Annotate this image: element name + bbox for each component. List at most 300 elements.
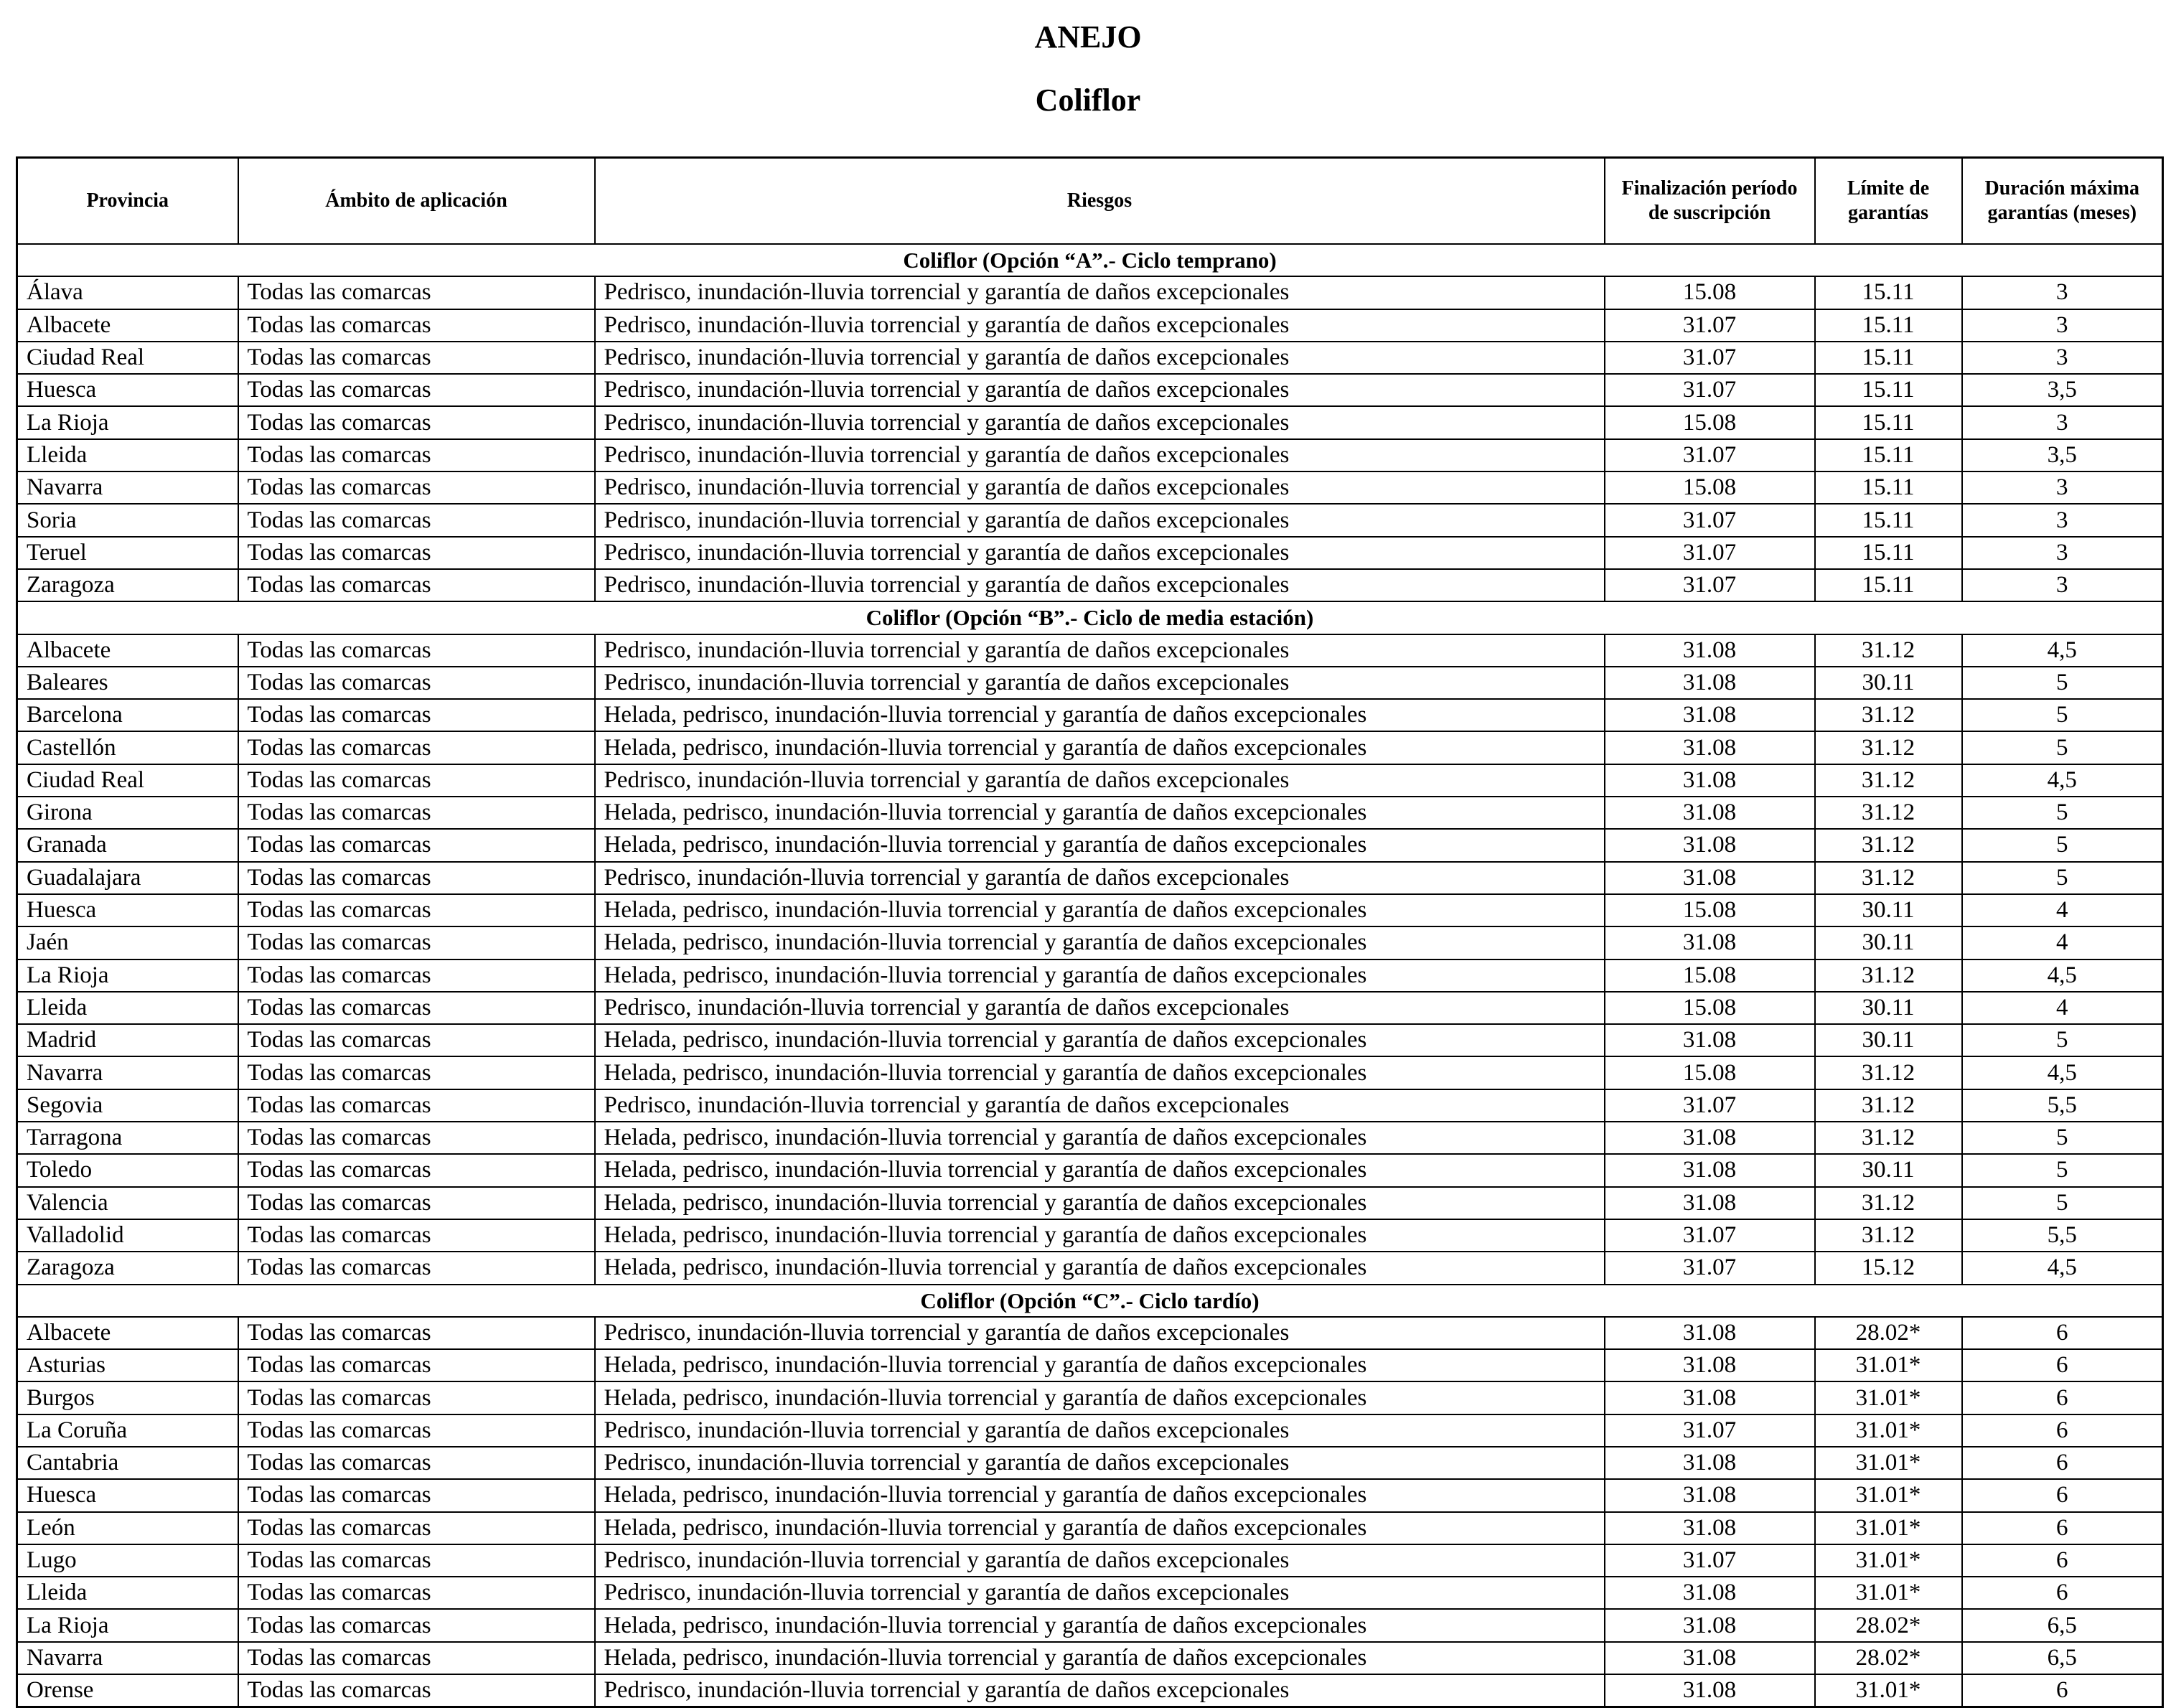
cell-provincia: Zaragoza [17, 1252, 238, 1284]
cell-riesgos: Pedrisco, inundación-lluvia torrencial y garantía de daños excepcionales [595, 1577, 1605, 1609]
cell-riesgos: Pedrisco, inundación-lluvia torrencial y garantía de daños excepcionales [595, 439, 1605, 471]
cell-ambito: Todas las comarcas [238, 439, 595, 471]
cell-limite: 15.11 [1815, 537, 1962, 569]
cell-duracion: 3 [1962, 276, 2163, 309]
cell-ambito: Todas las comarcas [238, 1317, 595, 1349]
cell-duracion: 5,5 [1962, 1089, 2163, 1122]
table-header-row [17, 158, 2163, 245]
cell-riesgos: Pedrisco, inundación-lluvia torrencial y garantía de daños excepcionales [595, 276, 1605, 309]
cell-provincia: Guadalajara [17, 862, 238, 894]
table-row [17, 1544, 2163, 1577]
table-row [17, 992, 2163, 1024]
table-row [17, 374, 2163, 406]
cell-ambito: Todas las comarcas [238, 1642, 595, 1674]
table-row [17, 1252, 2163, 1284]
cell-riesgos: Helada, pedrisco, inundación-lluvia torrencial y garantía de daños excepcionales [595, 959, 1605, 992]
cell-riesgos: Helada, pedrisco, inundación-lluvia torrencial y garantía de daños excepcionales [595, 1609, 1605, 1641]
cell-limite: 31.01* [1815, 1414, 1962, 1447]
cell-provincia: Ciudad Real [17, 764, 238, 797]
table-row [17, 504, 2163, 536]
cell-riesgos: Pedrisco, inundación-lluvia torrencial y garantía de daños excepcionales [595, 992, 1605, 1024]
cell-ambito: Todas las comarcas [238, 1187, 595, 1219]
cell-provincia: Madrid [17, 1024, 238, 1056]
table-row [17, 406, 2163, 438]
cell-duracion: 6 [1962, 1447, 2163, 1479]
table-row [17, 959, 2163, 992]
cell-riesgos: Helada, pedrisco, inundación-lluvia torrencial y garantía de daños excepcionales [595, 829, 1605, 861]
cell-finalizacion: 31.08 [1605, 1024, 1815, 1056]
table-row [17, 862, 2163, 894]
cell-ambito: Todas las comarcas [238, 959, 595, 992]
cell-finalizacion: 31.08 [1605, 1349, 1815, 1381]
cell-riesgos: Helada, pedrisco, inundación-lluvia torrencial y garantía de daños excepcionales [595, 699, 1605, 731]
cell-provincia: Segovia [17, 1089, 238, 1122]
cell-ambito: Todas las comarcas [238, 797, 595, 829]
cell-riesgos: Pedrisco, inundación-lluvia torrencial y garantía de daños excepcionales [595, 1414, 1605, 1447]
cell-provincia: Castellón [17, 731, 238, 764]
cell-finalizacion: 31.08 [1605, 1479, 1815, 1511]
table-row [17, 797, 2163, 829]
cell-finalizacion: 31.08 [1605, 1154, 1815, 1186]
cell-provincia: Ciudad Real [17, 342, 238, 374]
cell-ambito: Todas las comarcas [238, 342, 595, 374]
cell-duracion: 6,5 [1962, 1609, 2163, 1641]
cell-riesgos: Helada, pedrisco, inundación-lluvia torrencial y garantía de daños excepcionales [595, 1187, 1605, 1219]
cell-duracion: 5,5 [1962, 1219, 2163, 1252]
table-row [17, 569, 2163, 601]
column-header-riesgos: Riesgos [595, 158, 1605, 245]
cell-riesgos: Helada, pedrisco, inundación-lluvia torrencial y garantía de daños excepcionales [595, 894, 1605, 926]
cell-limite: 31.01* [1815, 1512, 1962, 1544]
cell-finalizacion: 15.08 [1605, 894, 1815, 926]
cell-finalizacion: 31.08 [1605, 926, 1815, 959]
cell-duracion: 6 [1962, 1577, 2163, 1609]
cell-limite: 30.11 [1815, 667, 1962, 699]
cell-finalizacion: 31.08 [1605, 764, 1815, 797]
cell-finalizacion: 31.07 [1605, 1544, 1815, 1577]
table-row [17, 731, 2163, 764]
cell-ambito: Todas las comarcas [238, 406, 595, 438]
cell-ambito: Todas las comarcas [238, 1056, 595, 1089]
cell-ambito: Todas las comarcas [238, 1154, 595, 1186]
cell-riesgos: Helada, pedrisco, inundación-lluvia torrencial y garantía de daños excepcionales [595, 1024, 1605, 1056]
table-row [17, 699, 2163, 731]
cell-riesgos: Helada, pedrisco, inundación-lluvia torrencial y garantía de daños excepcionales [595, 1479, 1605, 1511]
cell-duracion: 6 [1962, 1674, 2163, 1707]
cell-limite: 15.11 [1815, 439, 1962, 471]
cell-duracion: 3,5 [1962, 374, 2163, 406]
cell-ambito: Todas las comarcas [238, 926, 595, 959]
cell-provincia: La Rioja [17, 1609, 238, 1641]
cell-riesgos: Pedrisco, inundación-lluvia torrencial y garantía de daños excepcionales [595, 471, 1605, 504]
table-row [17, 537, 2163, 569]
cell-duracion: 4,5 [1962, 1056, 2163, 1089]
cell-finalizacion: 31.07 [1605, 1219, 1815, 1252]
cell-duracion: 5 [1962, 862, 2163, 894]
cell-duracion: 3,5 [1962, 439, 2163, 471]
cell-limite: 30.11 [1815, 1154, 1962, 1186]
cell-ambito: Todas las comarcas [238, 1609, 595, 1641]
cell-ambito: Todas las comarcas [238, 1122, 595, 1154]
cell-provincia: Tarragona [17, 1122, 238, 1154]
cell-limite: 28.02* [1815, 1609, 1962, 1641]
table-row [17, 1056, 2163, 1089]
cell-limite: 28.02* [1815, 1317, 1962, 1349]
cell-riesgos: Helada, pedrisco, inundación-lluvia torrencial y garantía de daños excepcionales [595, 1381, 1605, 1414]
table-row [17, 309, 2163, 342]
cell-provincia: La Rioja [17, 406, 238, 438]
cell-limite: 31.12 [1815, 862, 1962, 894]
cell-finalizacion: 15.08 [1605, 471, 1815, 504]
table-row [17, 1154, 2163, 1186]
cell-limite: 31.12 [1815, 1122, 1962, 1154]
table-row [17, 1577, 2163, 1609]
cell-ambito: Todas las comarcas [238, 276, 595, 309]
table-row [17, 276, 2163, 309]
cell-riesgos: Helada, pedrisco, inundación-lluvia torrencial y garantía de daños excepcionales [595, 1122, 1605, 1154]
cell-duracion: 5 [1962, 667, 2163, 699]
cell-provincia: Huesca [17, 894, 238, 926]
cell-provincia: Lleida [17, 992, 238, 1024]
cell-provincia: Álava [17, 276, 238, 309]
cell-ambito: Todas las comarcas [238, 699, 595, 731]
cell-duracion: 5 [1962, 1024, 2163, 1056]
cell-limite: 15.11 [1815, 471, 1962, 504]
cell-provincia: Granada [17, 829, 238, 861]
cell-duracion: 6,5 [1962, 1642, 2163, 1674]
cell-riesgos: Pedrisco, inundación-lluvia torrencial y garantía de daños excepcionales [595, 1544, 1605, 1577]
cell-riesgos: Helada, pedrisco, inundación-lluvia torrencial y garantía de daños excepcionales [595, 1512, 1605, 1544]
cell-finalizacion: 31.08 [1605, 1642, 1815, 1674]
cell-finalizacion: 31.07 [1605, 439, 1815, 471]
cell-limite: 30.11 [1815, 894, 1962, 926]
table-row [17, 1219, 2163, 1252]
cell-riesgos: Pedrisco, inundación-lluvia torrencial y garantía de daños excepcionales [595, 309, 1605, 342]
cell-ambito: Todas las comarcas [238, 374, 595, 406]
section-header-row [17, 601, 2163, 634]
cell-riesgos: Helada, pedrisco, inundación-lluvia torrencial y garantía de daños excepcionales [595, 797, 1605, 829]
column-header-limite: Límite de garantías [1815, 158, 1962, 245]
cell-riesgos: Helada, pedrisco, inundación-lluvia torrencial y garantía de daños excepcionales [595, 731, 1605, 764]
cell-limite: 15.12 [1815, 1252, 1962, 1284]
cell-limite: 30.11 [1815, 926, 1962, 959]
cell-duracion: 5 [1962, 797, 2163, 829]
cell-limite: 31.12 [1815, 1187, 1962, 1219]
cell-finalizacion: 31.07 [1605, 1089, 1815, 1122]
cell-duracion: 5 [1962, 731, 2163, 764]
table-row [17, 667, 2163, 699]
table-row [17, 1447, 2163, 1479]
cell-finalizacion: 31.07 [1605, 309, 1815, 342]
cell-limite: 15.11 [1815, 309, 1962, 342]
cell-ambito: Todas las comarcas [238, 504, 595, 536]
cell-riesgos: Pedrisco, inundación-lluvia torrencial y garantía de daños excepcionales [595, 1674, 1605, 1707]
cell-ambito: Todas las comarcas [238, 1512, 595, 1544]
cell-limite: 31.12 [1815, 764, 1962, 797]
column-header-duracion: Duración máxima garantías (meses) [1962, 158, 2163, 245]
cell-duracion: 4 [1962, 894, 2163, 926]
cell-duracion: 6 [1962, 1512, 2163, 1544]
cell-provincia: Girona [17, 797, 238, 829]
section-title: Coliflor (Opción “A”.- Ciclo temprano) [17, 244, 2163, 276]
table-row [17, 1512, 2163, 1544]
cell-limite: 31.01* [1815, 1381, 1962, 1414]
cell-limite: 15.11 [1815, 406, 1962, 438]
cell-limite: 28.02* [1815, 1642, 1962, 1674]
column-header-finalizacion: Finalización período de suscripción [1605, 158, 1815, 245]
cell-provincia: Navarra [17, 1642, 238, 1674]
cell-finalizacion: 31.08 [1605, 1512, 1815, 1544]
cell-duracion: 5 [1962, 699, 2163, 731]
cell-provincia: Valencia [17, 1187, 238, 1219]
cell-finalizacion: 15.08 [1605, 992, 1815, 1024]
cell-finalizacion: 15.08 [1605, 406, 1815, 438]
cell-riesgos: Helada, pedrisco, inundación-lluvia torrencial y garantía de daños excepcionales [595, 1056, 1605, 1089]
cell-duracion: 4,5 [1962, 1252, 2163, 1284]
cell-limite: 15.11 [1815, 569, 1962, 601]
cell-limite: 31.12 [1815, 1219, 1962, 1252]
table-row [17, 1674, 2163, 1707]
cell-limite: 30.11 [1815, 1024, 1962, 1056]
table-row [17, 829, 2163, 861]
cell-finalizacion: 31.08 [1605, 1609, 1815, 1641]
cell-ambito: Todas las comarcas [238, 894, 595, 926]
cell-duracion: 4 [1962, 926, 2163, 959]
cell-provincia: Lleida [17, 1577, 238, 1609]
cell-ambito: Todas las comarcas [238, 1381, 595, 1414]
column-header-ambito: Ámbito de aplicación [238, 158, 595, 245]
table-row [17, 1381, 2163, 1414]
cell-limite: 15.11 [1815, 374, 1962, 406]
cell-duracion: 3 [1962, 504, 2163, 536]
cell-provincia: Zaragoza [17, 569, 238, 601]
section-title: Coliflor (Opción “B”.- Ciclo de media estación) [17, 601, 2163, 634]
cell-ambito: Todas las comarcas [238, 471, 595, 504]
cell-duracion: 6 [1962, 1381, 2163, 1414]
cell-duracion: 4,5 [1962, 959, 2163, 992]
cell-ambito: Todas las comarcas [238, 1577, 595, 1609]
cell-duracion: 4,5 [1962, 634, 2163, 667]
cell-limite: 31.01* [1815, 1447, 1962, 1479]
cell-riesgos: Pedrisco, inundación-lluvia torrencial y garantía de daños excepcionales [595, 667, 1605, 699]
cell-ambito: Todas las comarcas [238, 1089, 595, 1122]
cell-riesgos: Pedrisco, inundación-lluvia torrencial y garantía de daños excepcionales [595, 634, 1605, 667]
table-row [17, 1414, 2163, 1447]
table-row [17, 1479, 2163, 1511]
cell-finalizacion: 31.08 [1605, 1577, 1815, 1609]
cell-limite: 30.11 [1815, 992, 1962, 1024]
section-header-row [17, 1285, 2163, 1317]
table-row [17, 1089, 2163, 1122]
cell-provincia: Teruel [17, 537, 238, 569]
table-row [17, 894, 2163, 926]
table-row [17, 1187, 2163, 1219]
column-header-provincia: Provincia [17, 158, 238, 245]
cell-provincia: Albacete [17, 309, 238, 342]
cell-limite: 31.12 [1815, 797, 1962, 829]
cell-duracion: 6 [1962, 1544, 2163, 1577]
cell-riesgos: Helada, pedrisco, inundación-lluvia torrencial y garantía de daños excepcionales [595, 1219, 1605, 1252]
cell-ambito: Todas las comarcas [238, 1414, 595, 1447]
cell-finalizacion: 31.08 [1605, 1317, 1815, 1349]
cell-finalizacion: 31.08 [1605, 1447, 1815, 1479]
cell-riesgos: Pedrisco, inundación-lluvia torrencial y garantía de daños excepcionales [595, 1447, 1605, 1479]
cell-ambito: Todas las comarcas [238, 569, 595, 601]
cell-provincia: León [17, 1512, 238, 1544]
cell-limite: 31.12 [1815, 731, 1962, 764]
cell-ambito: Todas las comarcas [238, 992, 595, 1024]
cell-limite: 15.11 [1815, 342, 1962, 374]
cell-finalizacion: 31.07 [1605, 1252, 1815, 1284]
cell-ambito: Todas las comarcas [238, 1479, 595, 1511]
cell-riesgos: Pedrisco, inundación-lluvia torrencial y garantía de daños excepcionales [595, 569, 1605, 601]
table-row [17, 634, 2163, 667]
cell-duracion: 6 [1962, 1479, 2163, 1511]
cell-finalizacion: 31.08 [1605, 797, 1815, 829]
cell-provincia: Baleares [17, 667, 238, 699]
table-row [17, 1609, 2163, 1641]
cell-duracion: 5 [1962, 1154, 2163, 1186]
page-title: ANEJO [1034, 19, 1142, 55]
cell-limite: 31.12 [1815, 959, 1962, 992]
cell-riesgos: Pedrisco, inundación-lluvia torrencial y garantía de daños excepcionales [595, 1317, 1605, 1349]
cell-ambito: Todas las comarcas [238, 764, 595, 797]
cell-finalizacion: 31.08 [1605, 829, 1815, 861]
table-row [17, 1642, 2163, 1674]
cell-limite: 15.11 [1815, 276, 1962, 309]
cell-provincia: Huesca [17, 374, 238, 406]
cell-finalizacion: 31.07 [1605, 504, 1815, 536]
cell-limite: 31.01* [1815, 1577, 1962, 1609]
cell-finalizacion: 31.08 [1605, 699, 1815, 731]
cell-provincia: Huesca [17, 1479, 238, 1511]
cell-ambito: Todas las comarcas [238, 537, 595, 569]
table-row [17, 439, 2163, 471]
cell-ambito: Todas las comarcas [238, 1447, 595, 1479]
cell-provincia: Jaén [17, 926, 238, 959]
cell-duracion: 3 [1962, 309, 2163, 342]
cell-limite: 31.12 [1815, 634, 1962, 667]
cell-finalizacion: 31.08 [1605, 1187, 1815, 1219]
cell-finalizacion: 31.08 [1605, 731, 1815, 764]
page-subtitle: Coliflor [1035, 83, 1141, 118]
cell-limite: 31.01* [1815, 1479, 1962, 1511]
cell-ambito: Todas las comarcas [238, 1024, 595, 1056]
table-row [17, 1349, 2163, 1381]
cell-duracion: 5 [1962, 829, 2163, 861]
cell-riesgos: Pedrisco, inundación-lluvia torrencial y garantía de daños excepcionales [595, 862, 1605, 894]
cell-ambito: Todas las comarcas [238, 634, 595, 667]
cell-finalizacion: 31.08 [1605, 1122, 1815, 1154]
cell-duracion: 4 [1962, 992, 2163, 1024]
section-title: Coliflor (Opción “C”.- Ciclo tardío) [17, 1285, 2163, 1317]
table-row [17, 1122, 2163, 1154]
cell-finalizacion: 31.08 [1605, 862, 1815, 894]
cell-finalizacion: 31.08 [1605, 634, 1815, 667]
cell-ambito: Todas las comarcas [238, 309, 595, 342]
cell-provincia: Valladolid [17, 1219, 238, 1252]
section-header-row [17, 244, 2163, 276]
table-row [17, 1024, 2163, 1056]
cell-duracion: 3 [1962, 569, 2163, 601]
cell-finalizacion: 31.07 [1605, 374, 1815, 406]
cell-finalizacion: 15.08 [1605, 1056, 1815, 1089]
cell-ambito: Todas las comarcas [238, 667, 595, 699]
cell-provincia: Toledo [17, 1154, 238, 1186]
table-row [17, 471, 2163, 504]
cell-duracion: 5 [1962, 1187, 2163, 1219]
cell-ambito: Todas las comarcas [238, 829, 595, 861]
cell-duracion: 3 [1962, 471, 2163, 504]
cell-ambito: Todas las comarcas [238, 1219, 595, 1252]
coliflor-table [16, 156, 2164, 1708]
cell-riesgos: Helada, pedrisco, inundación-lluvia torrencial y garantía de daños excepcionales [595, 926, 1605, 959]
cell-duracion: 3 [1962, 342, 2163, 374]
cell-provincia: Lugo [17, 1544, 238, 1577]
cell-riesgos: Helada, pedrisco, inundación-lluvia torrencial y garantía de daños excepcionales [595, 1154, 1605, 1186]
cell-provincia: Orense [17, 1674, 238, 1707]
table-row [17, 926, 2163, 959]
cell-riesgos: Pedrisco, inundación-lluvia torrencial y garantía de daños excepcionales [595, 764, 1605, 797]
cell-duracion: 4,5 [1962, 764, 2163, 797]
cell-provincia: Burgos [17, 1381, 238, 1414]
cell-provincia: Navarra [17, 1056, 238, 1089]
cell-riesgos: Pedrisco, inundación-lluvia torrencial y garantía de daños excepcionales [595, 537, 1605, 569]
cell-ambito: Todas las comarcas [238, 1349, 595, 1381]
cell-provincia: Albacete [17, 634, 238, 667]
cell-limite: 31.12 [1815, 1089, 1962, 1122]
cell-provincia: Cantabria [17, 1447, 238, 1479]
cell-ambito: Todas las comarcas [238, 1544, 595, 1577]
cell-finalizacion: 31.07 [1605, 1414, 1815, 1447]
cell-finalizacion: 31.07 [1605, 537, 1815, 569]
cell-finalizacion: 31.08 [1605, 1674, 1815, 1707]
cell-provincia: Soria [17, 504, 238, 536]
cell-provincia: Asturias [17, 1349, 238, 1381]
cell-limite: 31.01* [1815, 1544, 1962, 1577]
cell-riesgos: Pedrisco, inundación-lluvia torrencial y garantía de daños excepcionales [595, 1089, 1605, 1122]
cell-finalizacion: 15.08 [1605, 959, 1815, 992]
cell-finalizacion: 31.07 [1605, 342, 1815, 374]
cell-riesgos: Pedrisco, inundación-lluvia torrencial y garantía de daños excepcionales [595, 504, 1605, 536]
cell-limite: 31.01* [1815, 1674, 1962, 1707]
cell-riesgos: Pedrisco, inundación-lluvia torrencial y garantía de daños excepcionales [595, 406, 1605, 438]
cell-finalizacion: 15.08 [1605, 276, 1815, 309]
cell-riesgos: Helada, pedrisco, inundación-lluvia torrencial y garantía de daños excepcionales [595, 1642, 1605, 1674]
cell-provincia: La Rioja [17, 959, 238, 992]
cell-ambito: Todas las comarcas [238, 862, 595, 894]
cell-ambito: Todas las comarcas [238, 731, 595, 764]
cell-riesgos: Helada, pedrisco, inundación-lluvia torrencial y garantía de daños excepcionales [595, 1349, 1605, 1381]
cell-duracion: 6 [1962, 1414, 2163, 1447]
cell-duracion: 3 [1962, 406, 2163, 438]
cell-finalizacion: 31.08 [1605, 1381, 1815, 1414]
table-row [17, 764, 2163, 797]
cell-finalizacion: 31.08 [1605, 667, 1815, 699]
cell-ambito: Todas las comarcas [238, 1252, 595, 1284]
cell-riesgos: Pedrisco, inundación-lluvia torrencial y garantía de daños excepcionales [595, 374, 1605, 406]
cell-limite: 31.12 [1815, 829, 1962, 861]
cell-finalizacion: 31.07 [1605, 569, 1815, 601]
cell-duracion: 6 [1962, 1349, 2163, 1381]
cell-ambito: Todas las comarcas [238, 1674, 595, 1707]
cell-limite: 31.12 [1815, 699, 1962, 731]
cell-duracion: 5 [1962, 1122, 2163, 1154]
cell-limite: 31.12 [1815, 1056, 1962, 1089]
cell-limite: 15.11 [1815, 504, 1962, 536]
cell-provincia: Albacete [17, 1317, 238, 1349]
cell-provincia: La Coruña [17, 1414, 238, 1447]
